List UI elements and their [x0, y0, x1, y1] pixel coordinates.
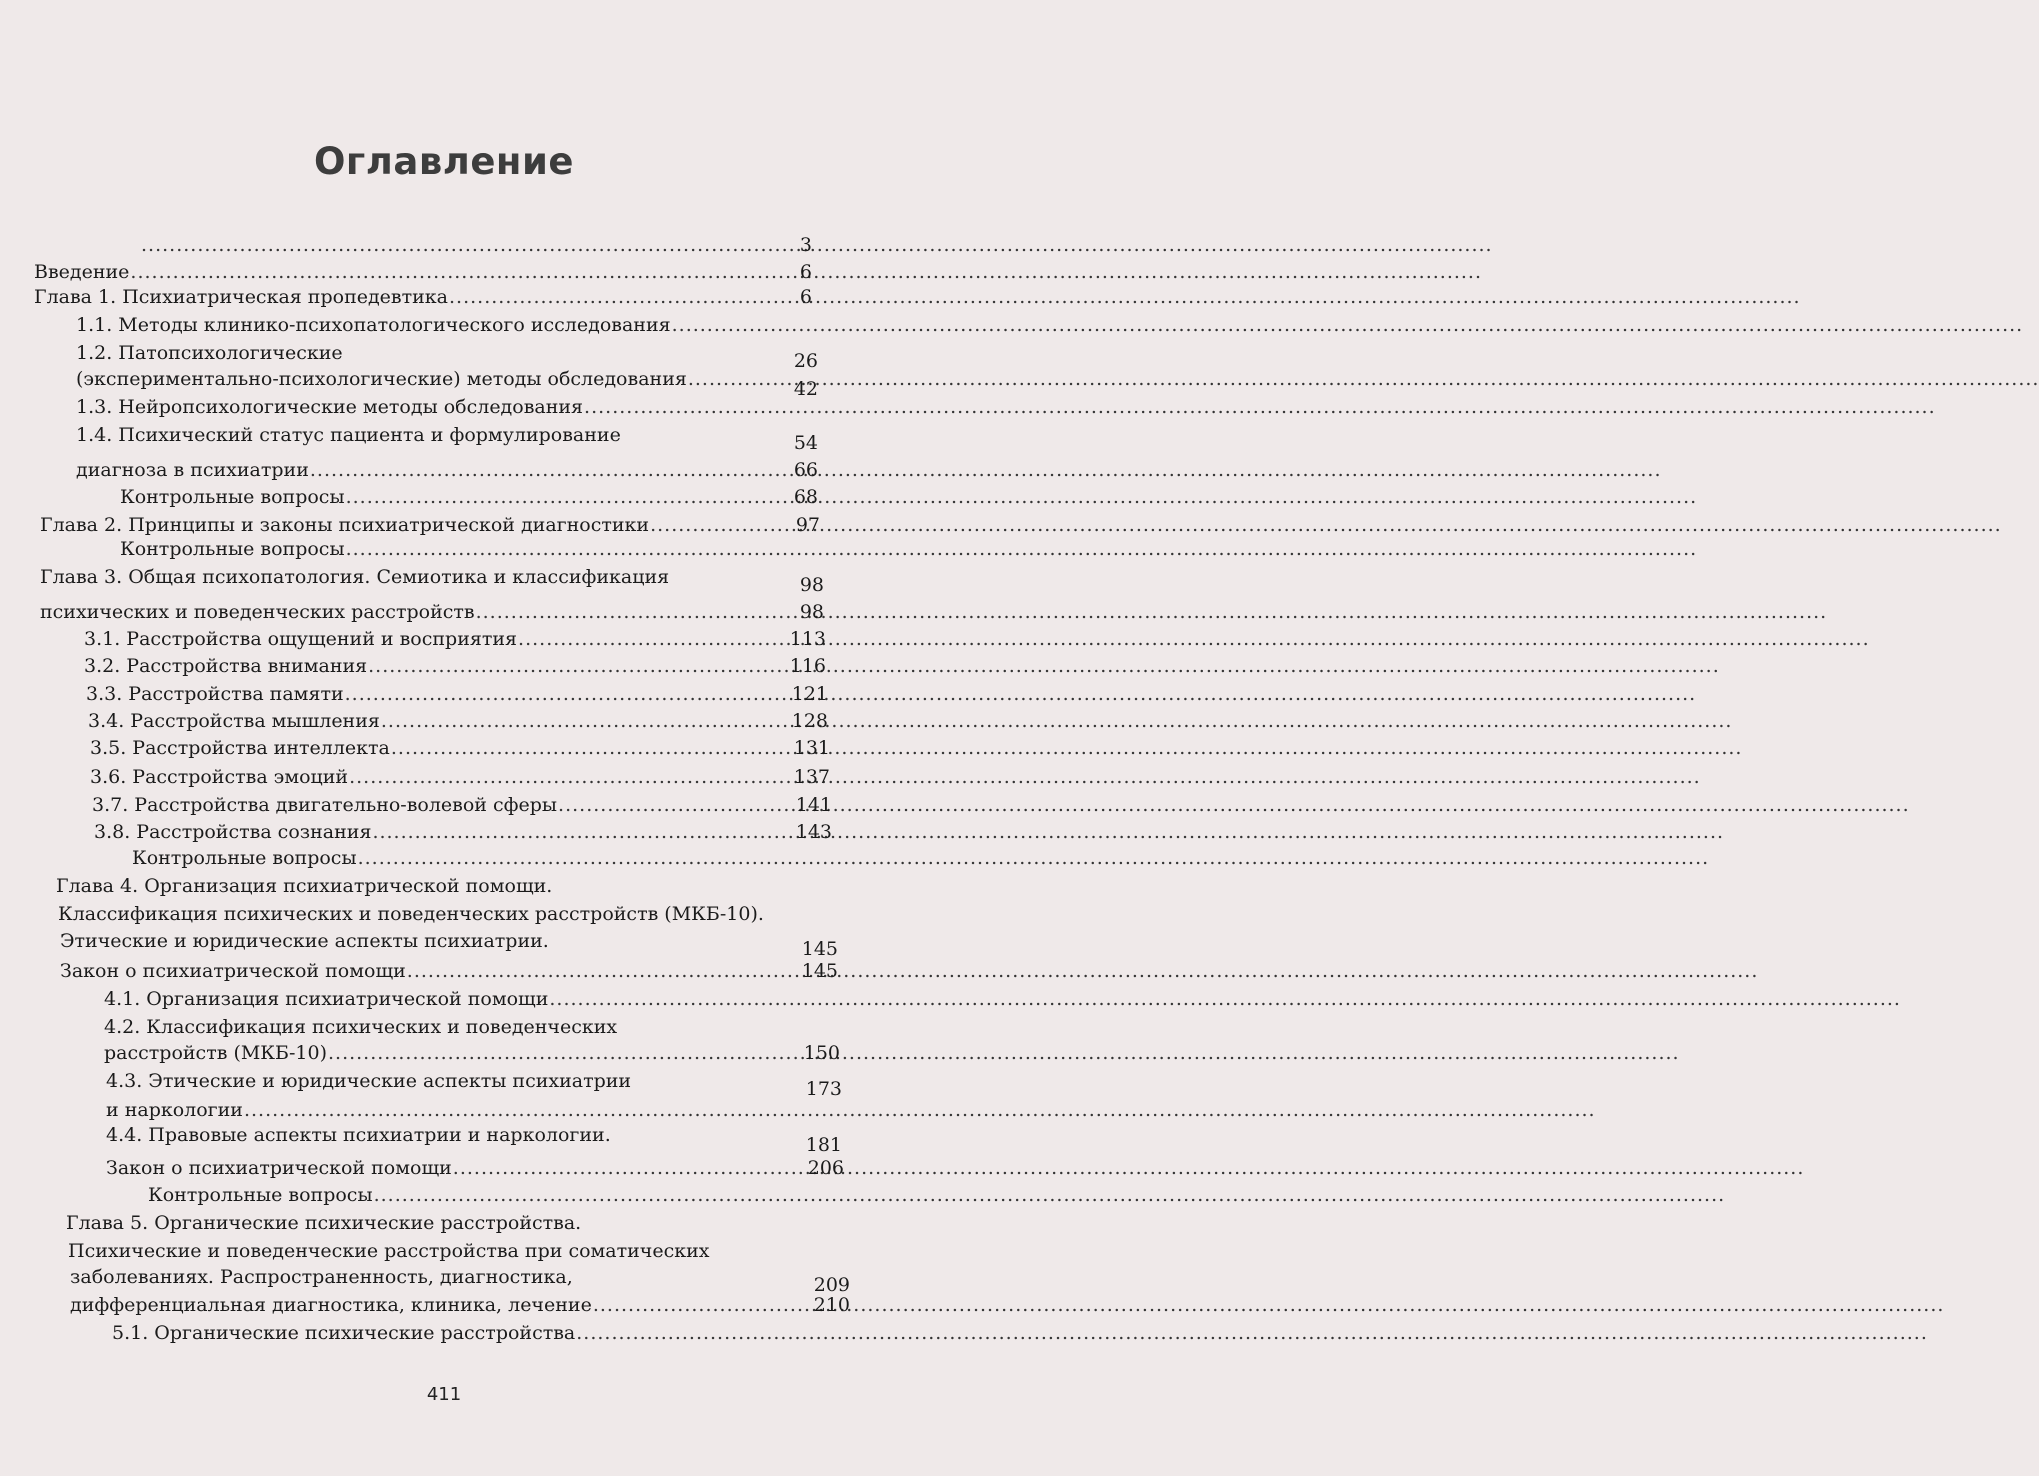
toc-entry [40, 597, 824, 627]
toc-text: психических и поведенческих расстройств [40, 601, 475, 623]
toc-entry [76, 310, 816, 340]
toc-entry [140, 230, 812, 260]
toc-entry [90, 733, 830, 763]
toc-page: 98 [799, 574, 824, 596]
leader-dots [381, 706, 791, 736]
toc-text: 3.4. Расстройства мышления [88, 710, 380, 732]
leader-dots [593, 1290, 813, 1320]
leader-dots [310, 455, 793, 485]
leader-dots [584, 392, 765, 422]
toc-entry [104, 1038, 840, 1068]
toc-text: Глава 3. Общая психопатология. Семиотика и классификация [40, 566, 670, 588]
toc-page: 26 [793, 350, 818, 372]
leader-dots [346, 482, 793, 512]
leader-dots [407, 956, 801, 986]
toc-page: 113 [789, 628, 826, 650]
page-title: Оглавление [313, 140, 575, 183]
toc-entry [86, 679, 828, 709]
toc-text: 3.8. Расстройства сознания [94, 821, 372, 843]
toc-text: Контрольные вопросы [148, 1184, 373, 1206]
toc-text: дифференциальная диагностика, клиника, лечение [70, 1294, 592, 1316]
toc-page: 145 [801, 960, 838, 982]
toc-page: 150 [803, 1042, 840, 1064]
toc-entry [120, 534, 840, 564]
toc-text: 4.3. Этические и юридические аспекты психиатрии [106, 1070, 632, 1092]
leader-dots [391, 733, 793, 763]
toc-text: заболеваниях. Распространенность, диагностика, [70, 1266, 573, 1288]
toc-text: 1.3. Нейропсихологические методы обследования [76, 396, 584, 418]
toc-entry-page [76, 428, 818, 458]
toc-text: Закон о психиатрической помощи [60, 960, 406, 982]
toc-text: Этические и юридические аспекты психиатрии. [60, 930, 549, 952]
leader-dots [449, 282, 799, 312]
toc-page: 137 [793, 766, 830, 788]
toc-text: Глава 1. Психиатрическая пропедевтика [34, 286, 448, 308]
toc-page: 206 [807, 1157, 844, 1179]
toc-text: 3.3. Расстройства памяти [86, 683, 344, 705]
toc-page: 98 [799, 601, 824, 623]
leader-dots [672, 310, 815, 340]
leader-dots [358, 843, 382, 873]
leader-dots [476, 597, 799, 627]
toc-entry [92, 790, 832, 820]
toc-heading-line: Глава 4. Организация психиатрической помощи. [56, 875, 553, 897]
toc-page: 210 [813, 1294, 850, 1316]
toc-entry [148, 1180, 708, 1210]
table-of-contents [0, 0, 888, 1476]
toc-entry [34, 282, 812, 312]
toc-page: 145 [801, 938, 838, 960]
toc-page: 97 [795, 514, 820, 536]
toc-page: 173 [805, 1078, 842, 1100]
leader-dots [368, 651, 789, 681]
toc-text: (экспериментально-психологические) методы обследования [76, 368, 687, 390]
toc-text: диагноза в психиатрии [76, 459, 309, 481]
toc-entry [70, 1290, 850, 1320]
toc-text: 4.4. Правовые аспекты психиатрии и наркологии. [106, 1124, 611, 1146]
toc-text: Закон о психиатрической помощи [106, 1157, 452, 1179]
toc-text: Введение [34, 261, 130, 283]
toc-page: 128 [791, 710, 828, 732]
toc-entry [106, 1153, 844, 1183]
toc-entry [104, 984, 704, 1014]
toc-text: 1.1. Методы клинико-психопатологического исследования [76, 314, 671, 336]
leader-dots [558, 790, 795, 820]
toc-entry [90, 762, 830, 792]
toc-text: 1.2. Патопсихологические [76, 342, 343, 364]
toc-page: 143 [795, 821, 832, 843]
toc-heading-line: Психические и поведенческие расстройства при соматических [68, 1240, 710, 1262]
toc-entry [88, 706, 828, 736]
leader-dots [328, 1038, 803, 1068]
toc-text: расстройств (МКБ-10) [104, 1042, 327, 1064]
toc-entry [76, 392, 766, 422]
toc-page: 131 [793, 737, 830, 759]
toc-page: 42 [793, 378, 818, 400]
toc-page: 141 [795, 794, 832, 816]
toc-page: 54 [793, 432, 818, 454]
toc-text: 4.1. Организация психиатрической помощи [104, 988, 549, 1010]
toc-text: 3.6. Расстройства эмоций [90, 766, 349, 788]
toc-text: и наркологии [106, 1099, 243, 1121]
toc-page: 68 [793, 486, 818, 508]
leader-dots [453, 1153, 807, 1183]
leader-dots [141, 230, 799, 260]
toc-page: 209 [813, 1274, 850, 1296]
toc-entry [84, 624, 826, 654]
toc-entry [60, 956, 838, 986]
toc-entry-page [40, 570, 824, 600]
toc-text: 5.1. Органические психические расстройства [112, 1322, 576, 1344]
toc-page: 116 [789, 655, 826, 677]
toc-text: 3.2. Расстройства внимания [84, 655, 368, 677]
toc-heading-line: 4.2. Классификация психических и поведенческих [104, 1016, 618, 1038]
toc-entry [132, 843, 772, 873]
toc-page: 6 [799, 261, 812, 283]
toc-entry [112, 1318, 812, 1348]
leader-dots [518, 624, 789, 654]
leader-dots [345, 679, 791, 709]
toc-text: Контрольные вопросы [120, 538, 345, 560]
leader-dots [349, 762, 793, 792]
toc-entry [120, 482, 818, 512]
leader-dots [576, 1318, 811, 1348]
leader-dots [374, 1180, 414, 1210]
toc-entry [84, 651, 826, 681]
toc-page: 181 [805, 1134, 842, 1156]
toc-text: Глава 2. Принципы и законы психиатрической диагностики [40, 514, 650, 536]
toc-page: 121 [791, 683, 828, 705]
leader-dots [346, 534, 406, 564]
page-number: 411 [426, 1384, 462, 1405]
toc-text: Контрольные вопросы [120, 486, 345, 508]
toc-heading-line: Классификация психических и поведенческих расстройств (МКБ-10). [58, 903, 764, 925]
toc-entry [76, 455, 818, 485]
toc-page: 3 [799, 234, 812, 256]
toc-text: 3.7. Расстройства двигательно-волевой сферы [92, 794, 558, 816]
toc-text: Контрольные вопросы [132, 847, 357, 869]
toc-page: 6 [799, 286, 812, 308]
leader-dots [549, 984, 579, 1014]
toc-text: 3.5. Расстройства интеллекта [90, 737, 390, 759]
toc-text: 1.4. Психический статус пациента и формулирование [76, 424, 621, 446]
toc-heading-line: Глава 5. Органические психические расстройства. [66, 1212, 582, 1234]
toc-page: 66 [793, 459, 818, 481]
toc-text: 3.1. Расстройства ощущений и восприятия [84, 628, 518, 650]
